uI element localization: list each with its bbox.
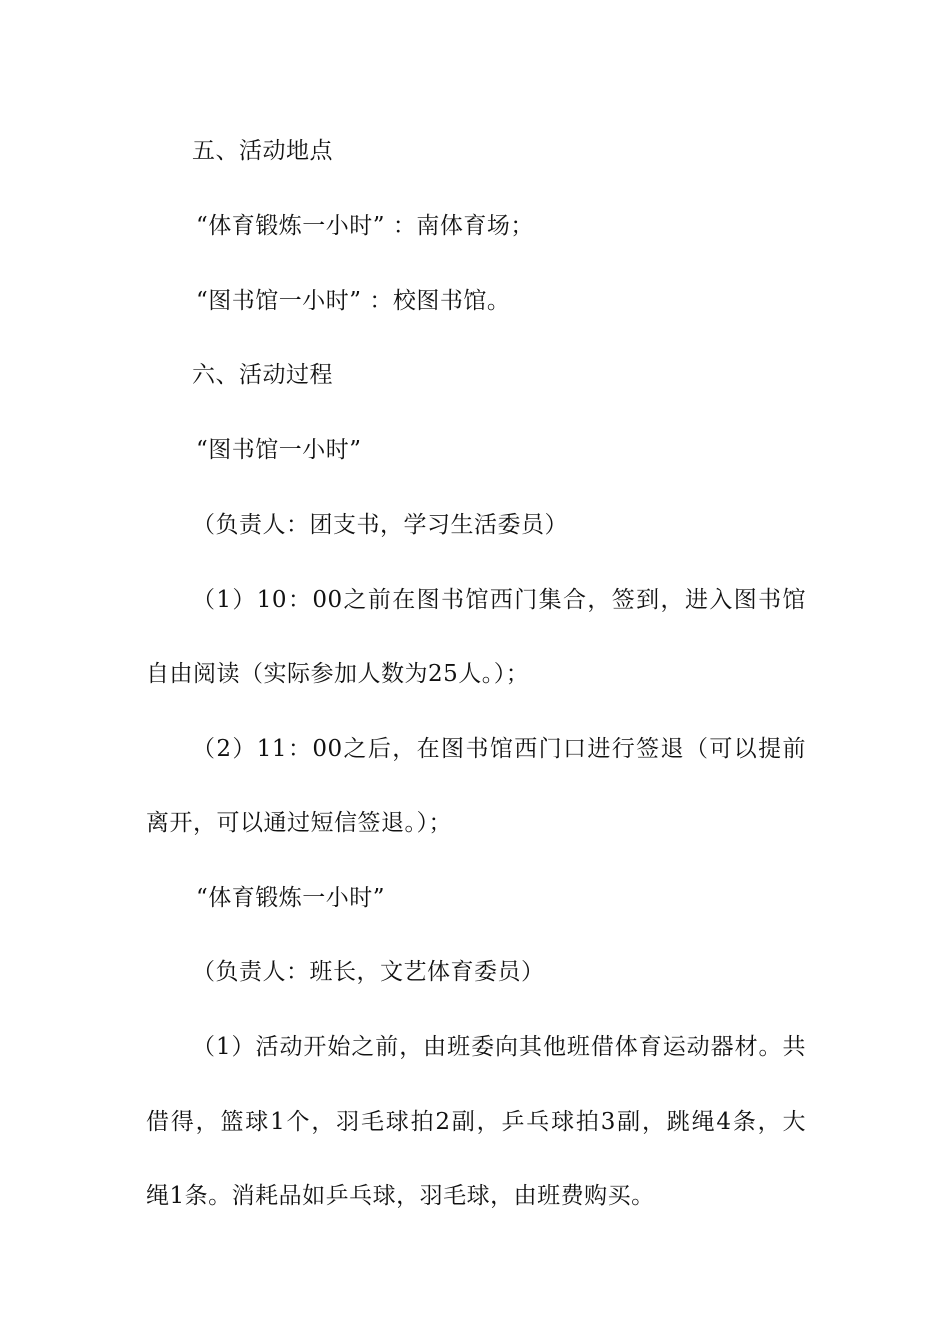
library-step-1-line-2: 自由阅读（实际参加人数为25人。）； — [146, 661, 530, 687]
location-sports: “体育锻炼一小时” ：南体育场； — [196, 213, 534, 239]
section-heading-location: 五、活动地点 — [192, 138, 333, 164]
library-responsible: （负责人：团支书，学习生活委员） — [192, 512, 568, 538]
section-heading-process: 六、活动过程 — [192, 362, 333, 388]
sports-responsible: （负责人：班长，文艺体育委员） — [192, 959, 545, 985]
location-library: “图书馆一小时” ：校图书馆。 — [196, 288, 511, 314]
library-step-2-line-2: 离开，可以通过短信签退。）； — [146, 810, 452, 836]
library-step-2-line-1: （2）11：00之后，在图书馆西门口进行签退（可以提前 — [192, 736, 806, 762]
sports-hour-title: “体育锻炼一小时” — [196, 885, 386, 911]
sports-step-1-line-2: 借得，篮球1个，羽毛球拍2副，乒乓球拍3副，跳绳4条，大 — [146, 1109, 806, 1135]
sports-step-1-line-3: 绳1条。消耗品如乒乓球，羽毛球，由班费购买。 — [146, 1183, 655, 1209]
sports-step-1-line-1: （1）活动开始之前，由班委向其他班借体育运动器材。共 — [192, 1034, 806, 1060]
library-hour-title: “图书馆一小时” — [196, 437, 362, 463]
library-step-1-line-1: （1）10：00之前在图书馆西门集合，签到，进入图书馆 — [192, 587, 806, 613]
